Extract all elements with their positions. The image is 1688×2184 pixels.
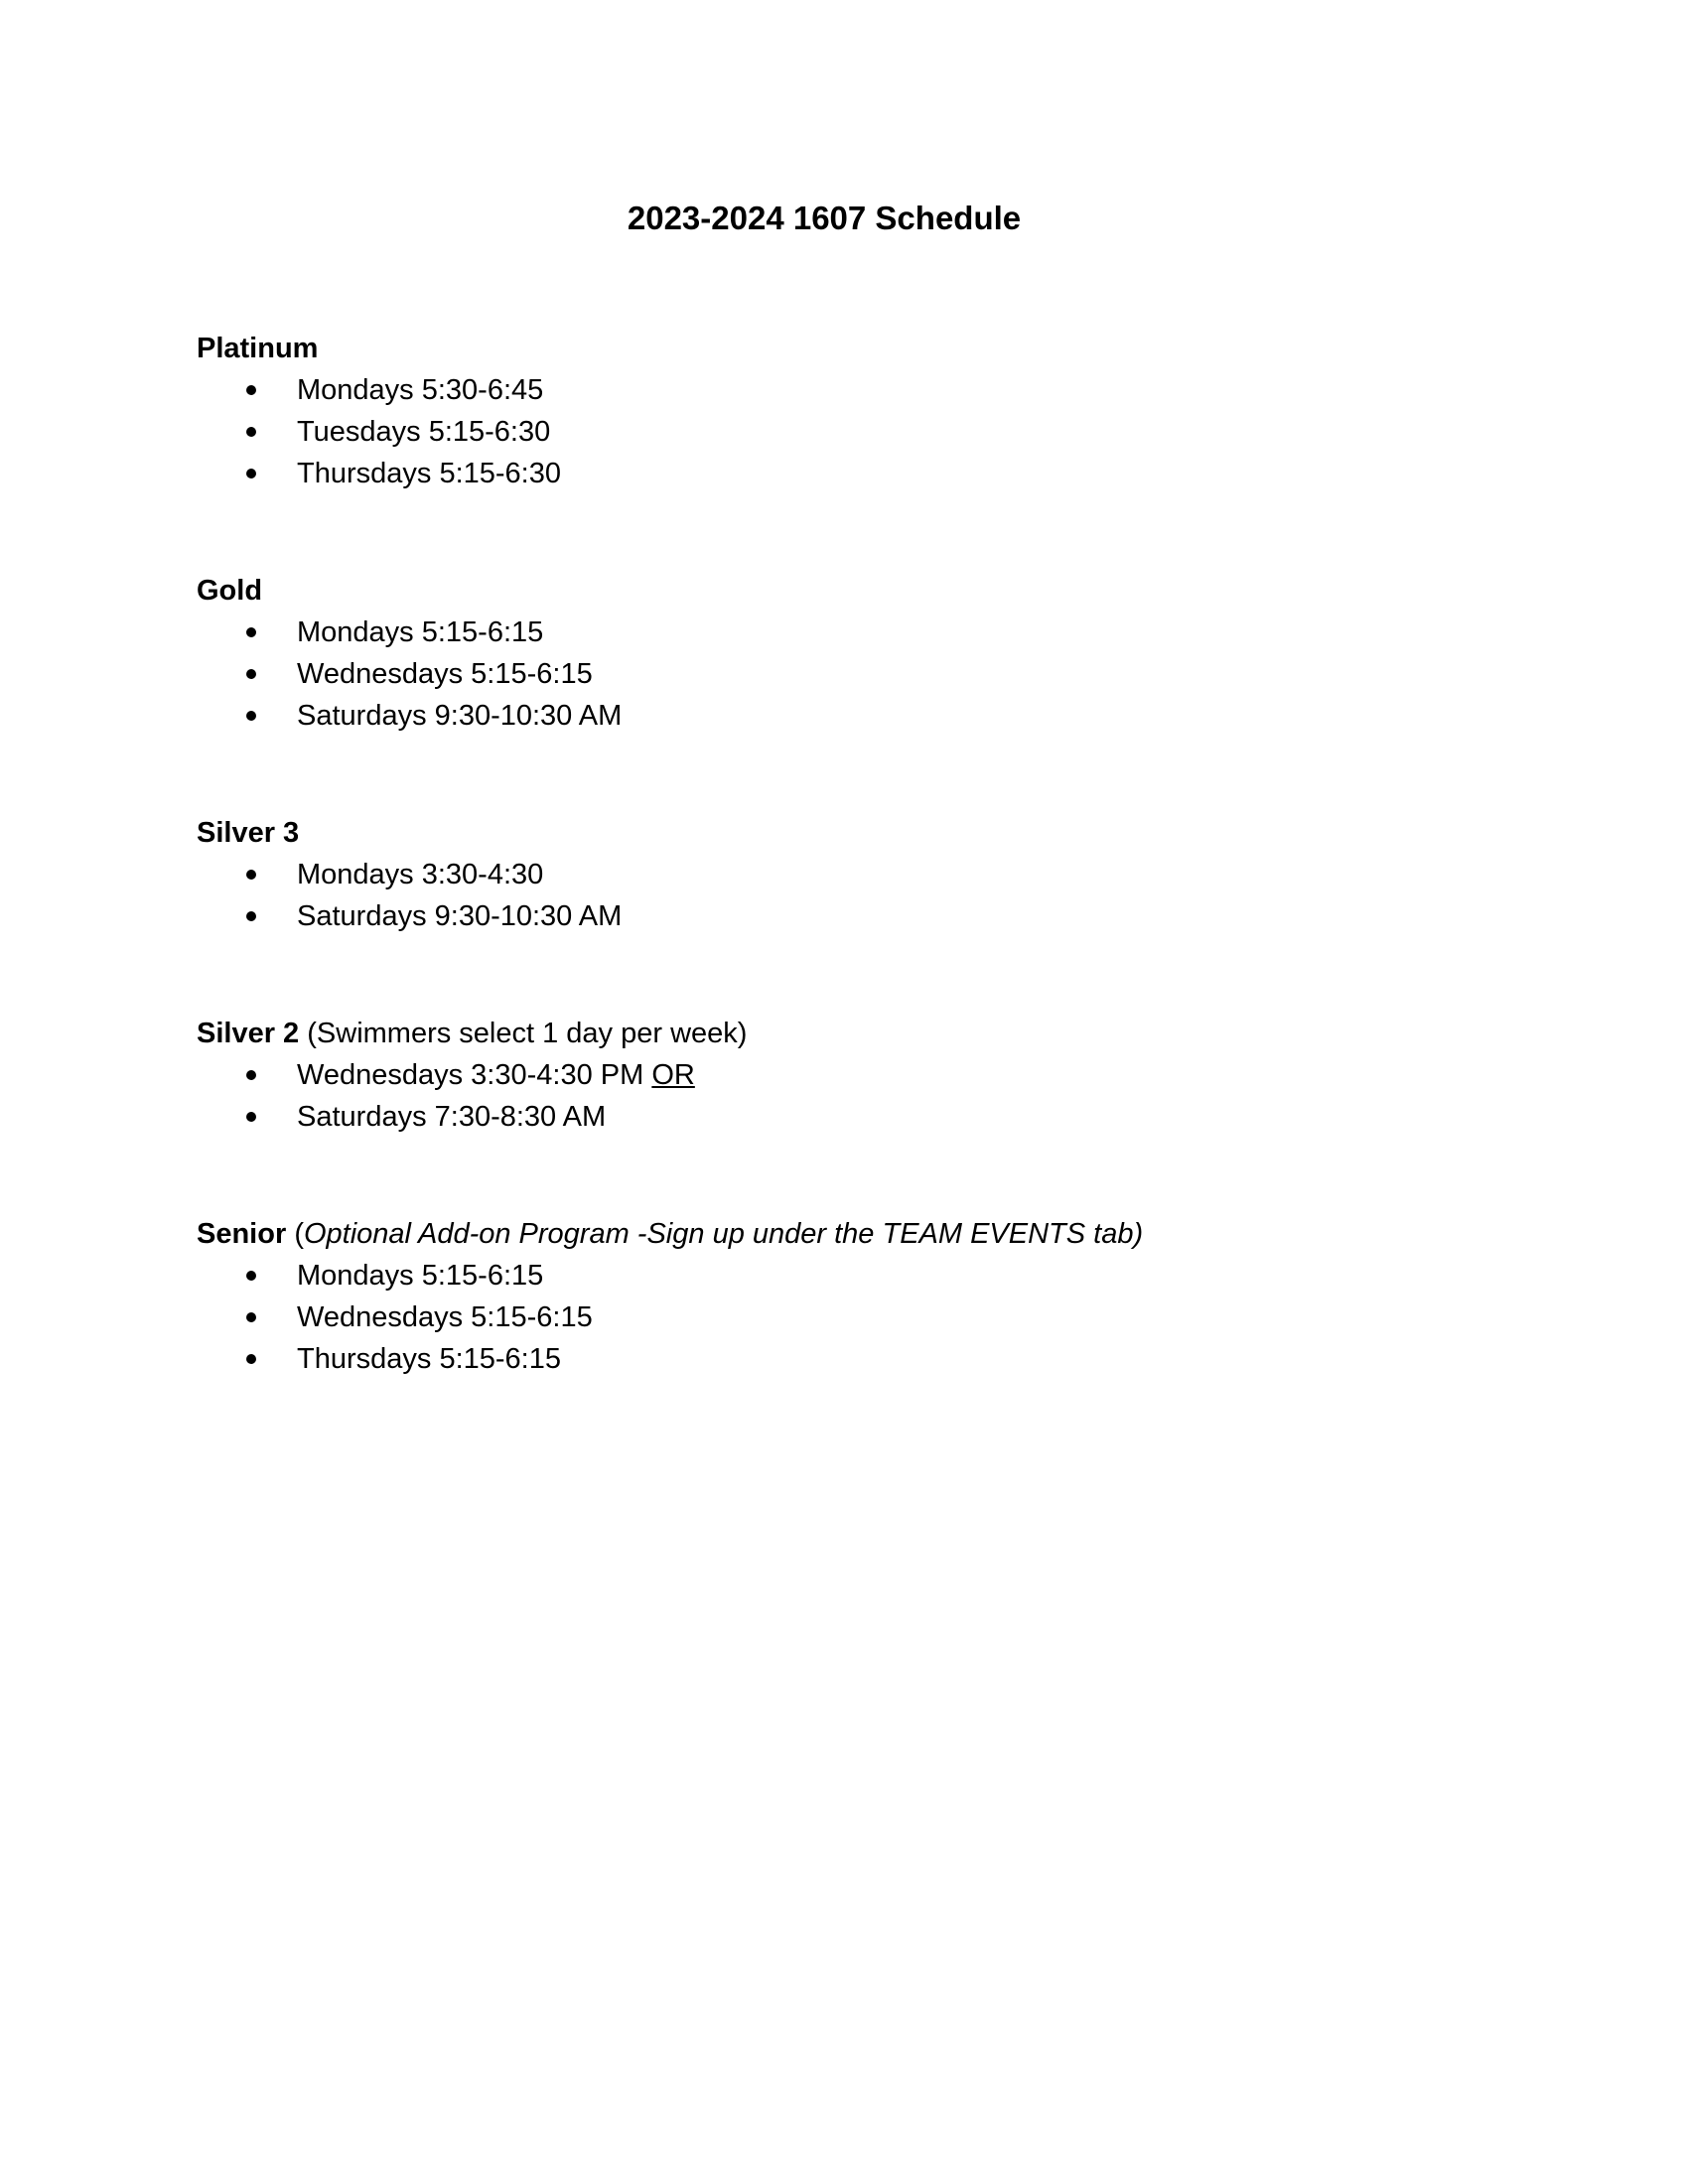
schedule-list [197,854,1487,937]
bullet-icon [246,1312,256,1322]
bullet-icon [246,911,256,921]
bullet-icon [246,627,256,637]
list-item [197,1297,1487,1338]
section-heading-platinum [197,328,1487,369]
bullet-icon [246,385,256,395]
section-name: Senior [197,1218,287,1250]
list-item [197,653,1487,695]
list-item [197,1338,1487,1380]
section-note-open: ( [294,1218,304,1250]
bullet-icon [246,427,256,437]
item-text: Mondays 5:15-6:15 [297,1260,544,1292]
schedule-content [197,328,1487,1455]
section-name: Silver 3 [197,817,300,849]
section-silver-2 [197,1013,1487,1138]
section-gold [197,570,1487,737]
item-text: Thursdays 5:15-6:30 [297,458,561,489]
list-item [197,453,1487,494]
list-item [197,1255,1487,1297]
list-item [197,369,1487,411]
item-text: Wednesdays 5:15-6:15 [297,1301,593,1333]
schedule-list [197,1054,1487,1138]
bullet-icon [246,1354,256,1364]
section-name: Platinum [197,333,319,364]
schedule-list [197,1255,1487,1380]
item-text: Saturdays 9:30-10:30 AM [297,900,623,932]
item-text: Saturdays 7:30-8:30 AM [297,1101,607,1133]
schedule-list [197,612,1487,737]
schedule-list [197,369,1487,494]
bullet-icon [246,1070,256,1080]
section-heading-senior [197,1213,1487,1255]
bullet-icon [246,469,256,478]
list-item [197,612,1487,653]
section-name: Silver 2 [197,1018,300,1049]
list-item [197,1096,1487,1138]
item-text: Wednesdays 3:30-4:30 PM [297,1059,652,1091]
list-item [197,854,1487,895]
section-note: Optional Add-on Program -Sign up under the TEAM EVENTS tab) [303,1218,1144,1250]
page-title: 2023-2024 1607 Schedule [627,200,1022,236]
bullet-icon [246,669,256,679]
section-heading-silver-3 [197,812,1487,854]
bullet-icon [246,1271,256,1281]
section-heading-gold [197,570,1487,612]
section-name: Gold [197,575,263,607]
item-text: Wednesdays 5:15-6:15 [297,658,593,690]
list-item [197,1054,1487,1096]
section-silver-3 [197,812,1487,937]
or-label: OR [651,1059,695,1091]
bullet-icon [246,711,256,721]
section-platinum [197,328,1487,494]
item-text: Thursdays 5:15-6:15 [297,1343,561,1375]
item-text: Mondays 5:30-6:45 [297,374,544,406]
bullet-icon [246,1112,256,1122]
section-senior [197,1213,1487,1380]
item-text: Mondays 3:30-4:30 [297,859,544,890]
list-item [197,411,1487,453]
section-heading-silver-2 [197,1013,1487,1054]
list-item [197,695,1487,737]
section-note: (Swimmers select 1 day per week) [307,1018,748,1049]
item-text: Saturdays 9:30-10:30 AM [297,700,623,732]
item-text: Mondays 5:15-6:15 [297,616,544,648]
item-text: Tuesdays 5:15-6:30 [297,416,551,448]
bullet-icon [246,870,256,880]
list-item [197,895,1487,937]
